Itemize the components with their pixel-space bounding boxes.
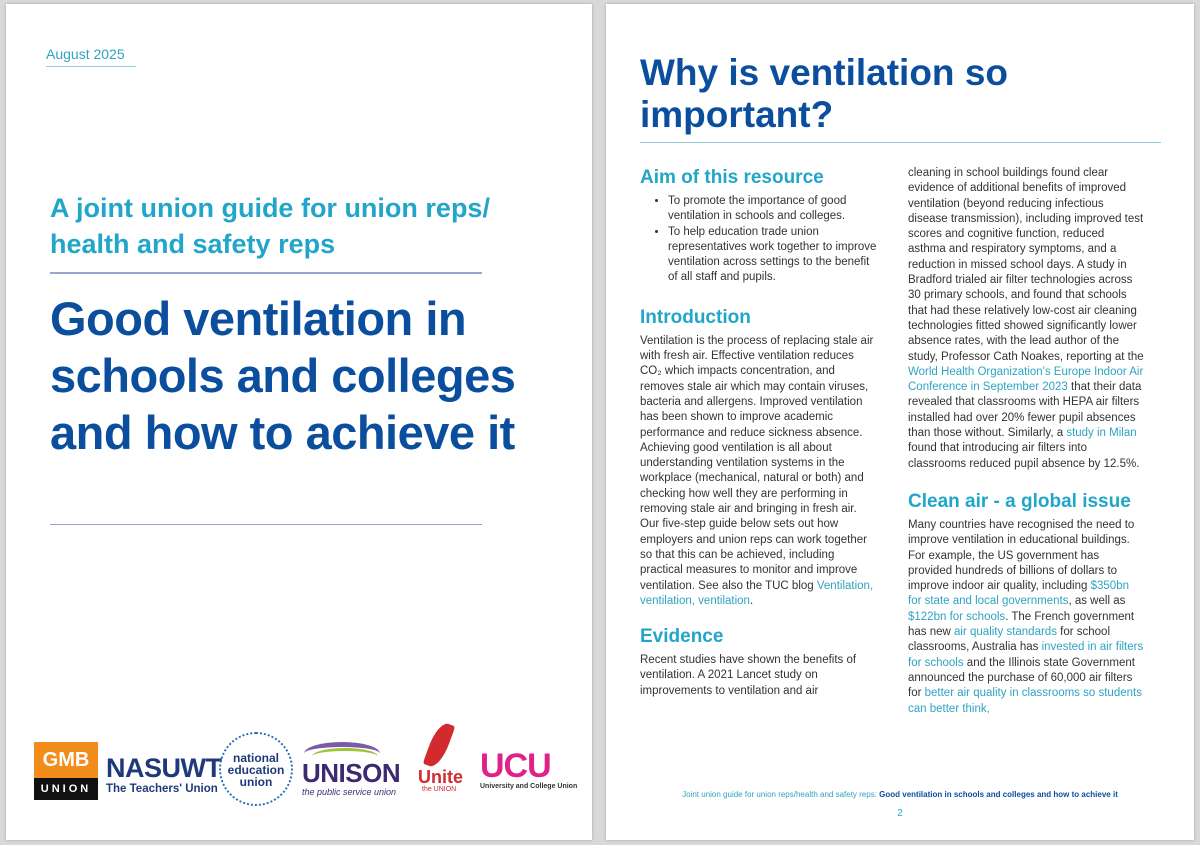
left-column — [640, 154, 877, 699]
unison-logo-arc-green — [312, 748, 378, 765]
date-underline — [46, 66, 136, 67]
ucu-logo-tagline: University and College Union — [480, 783, 578, 790]
ucu-logo — [480, 747, 578, 791]
introduction-text — [640, 334, 877, 609]
evidence-continued-body: found that introducing air filters into classrooms reduced pupil absence by 12.5%. — [908, 442, 1140, 470]
unite-logo — [418, 722, 462, 794]
neu-logo-text: national education union — [227, 751, 285, 789]
illinois-air-quality-link[interactable]: better air quality in classrooms so students can better think, — [908, 687, 1142, 715]
global-text: . The French government has new — [908, 610, 1135, 639]
evidence-heading: Evidence — [640, 626, 724, 648]
aim-bullet: • To help education trade union representatives work together to improve ventilation across settings to the benefit of all staff and pupils. — [668, 225, 877, 286]
union-logos — [34, 734, 584, 797]
unison-logo — [302, 748, 400, 798]
unite-flame-icon — [423, 720, 456, 769]
nasuwt-logo — [106, 754, 221, 796]
introduction-body: Ventilation is the process of replacing stale air with fresh air. Effective ventilation reduces CO₂ which impacts concentration, and removes stale air which may contain viruses, bacteria and allergens. Improved ventilation has been shown to improve academic performance and reduce sickness absence. Achieving good ventilation is all about understanding ventilation systems in the workplace (mechanical, natural or both) and checking how well they are performing in removing stale air and bringing in fresh air. Our five-step guide below sets out how employers and union reps can work together so that this can be achieved, including practical measures to monitor and improve ventilation. See also the TUC blog — [640, 334, 874, 592]
global-text: , as well as — [1068, 595, 1126, 608]
unison-logo-tagline: the public service union — [302, 787, 397, 797]
evidence-continued-body: that their data revealed that classrooms with HEPA air filters installed had over 20% fewer pupil absences than those without. Similarly, a — [908, 381, 1142, 440]
schools-funding-link[interactable]: $122bn for schools — [908, 610, 1006, 623]
cover-page — [6, 4, 592, 840]
global-text: and the Illinois state Government announced the purchase of 60,000 air filters for — [908, 656, 1135, 700]
evidence-continued-body: cleaning in school buildings found clear evidence of additional benefits of improved ventilation (beyond reducing infectious disease transmission), including improved test scores and cognitive function, reduced asthma and respiratory symptoms, and a reduction in missed school days. A study in Bradford trialed air filter technologies across 30 primary schools, and found that schools that had these relatively low-cost air cleaning technologies fitted showed significantly lower absence rates, with the lead author of the study, Professor Cath Noakes, reporting at the — [908, 167, 1144, 363]
introduction-heading: Introduction — [640, 306, 751, 328]
page-footer — [606, 790, 1194, 799]
gmb-logo — [34, 742, 98, 800]
tuc-blog-link[interactable]: Ventilation, ventilation, ventilation — [640, 579, 874, 607]
evidence-continued — [908, 166, 1145, 472]
global-text: for school classrooms, Australia has — [908, 626, 1111, 654]
aim-bullet: • To promote the importance of good ventilation in schools and colleges. — [668, 194, 877, 225]
introduction-end: . — [749, 594, 754, 607]
aim-list — [640, 194, 877, 286]
unite-logo-text: Unite — [418, 767, 463, 787]
cover-subtitle: A joint union guide for union reps/ health and safety reps — [50, 193, 490, 259]
unite-logo-tagline: the UNION — [422, 786, 457, 793]
right-column — [908, 154, 1145, 717]
aim-heading: Aim of this resource — [640, 167, 824, 188]
page-number: 2 — [897, 808, 903, 819]
global-text: Many countries have recognised the need to improve ventilation in educational buildings. For example, the US government has provided hundreds of billions of dollars to improve indoor air quality, including — [908, 518, 1135, 593]
neu-logo — [219, 732, 291, 804]
cover-date: August 2025 — [46, 46, 125, 62]
divider-top — [50, 272, 482, 274]
global-issue-text — [908, 518, 1145, 717]
air-quality-standards-link[interactable]: air quality standards — [954, 626, 1057, 639]
cover-title: Good ventilation in schools and colleges and how to achieve it — [50, 292, 516, 459]
gmb-logo-text: GMB — [34, 742, 98, 778]
divider-bottom — [50, 524, 482, 525]
page-title: Why is ventilation so important? — [640, 52, 1008, 135]
us-funding-link[interactable]: $350bn for state and local governments — [908, 580, 1129, 608]
nasuwt-logo-tagline: The Teachers' Union — [106, 783, 218, 795]
australia-air-filters-link[interactable]: invested in air filters for schools — [908, 641, 1144, 669]
footer-prefix: Joint union guide for union reps/health and safety reps: — [682, 790, 880, 799]
title-underline — [640, 142, 1161, 143]
gmb-logo-subtext: UNION — [34, 778, 98, 800]
footer-title: Good ventilation in schools and colleges and how to achieve it — [879, 790, 1118, 799]
ucu-logo-text: UCU — [480, 747, 551, 785]
milan-study-link[interactable]: study in Milan — [1066, 427, 1137, 440]
who-conference-link[interactable]: World Health Organization's Europe Indoor Air Conference in September 2023 — [908, 365, 1144, 394]
nasuwt-logo-text: NASUWT — [106, 753, 222, 783]
unison-logo-text: UNISON — [302, 758, 401, 788]
global-issue-heading: Clean air - a global issue — [908, 490, 1131, 512]
evidence-text: Recent studies have shown the benefits of ventilation. A 2021 Lancet study on improvements to ventilation and air — [640, 654, 857, 697]
inner-page — [606, 4, 1194, 840]
